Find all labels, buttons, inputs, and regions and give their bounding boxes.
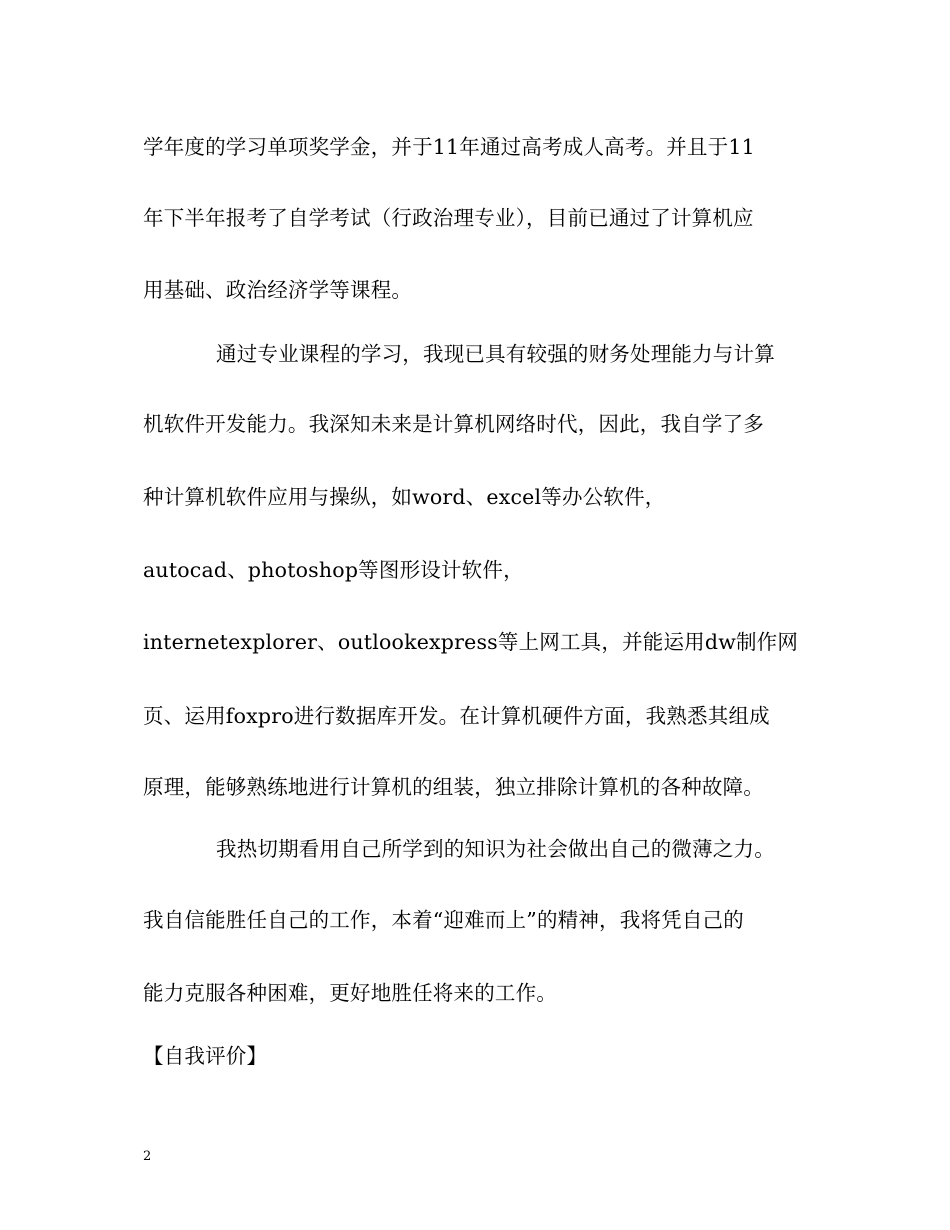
paragraph-start-line-4: 通过专业课程的学习，我现已具有较强的财务处理能力与计算 bbox=[216, 342, 775, 366]
text-line-2: 年下半年报考了自学考试（行政治理专业），目前已通过了计算机应 bbox=[143, 206, 754, 230]
paragraph-start-line-11: 我热切期看用自己所学到的知识为社会做出自己的微薄之力。 bbox=[216, 837, 775, 861]
text-line-13: 能力克服各种困难，更好地胜任将来的工作。 bbox=[143, 981, 557, 1005]
section-heading: 【自我评价】 bbox=[143, 1044, 268, 1068]
text-line-5: 机软件开发能力。我深知未来是计算机网络时代，因此，我自学了多 bbox=[143, 412, 764, 436]
page-number: 2 bbox=[143, 1149, 152, 1164]
text-line-3: 用基础、政治经济学等课程。 bbox=[143, 278, 413, 302]
text-line-10: 原理，能够熟练地进行计算机的组装，独立排除计算机的各种故障。 bbox=[143, 775, 764, 799]
text-line-1: 学年度的学习单项奖学金，并于11年通过高考成人高考。并且于11 bbox=[143, 135, 755, 159]
text-line-9: 页、运用foxpro进行数据库开发。在计算机硬件方面，我熟悉其组成 bbox=[143, 704, 770, 728]
text-line-8: internetexplorer、outlookexpress等上网工具，并能运用dw制作网 bbox=[143, 630, 799, 654]
text-line-6: 种计算机软件应用与操纵，如word、excel等办公软件， bbox=[143, 485, 666, 509]
text-line-7: autocad、photoshop等图形设计软件， bbox=[143, 558, 524, 582]
text-line-12: 我自信能胜任自己的工作，本着“迎难而上”的精神，我将凭自己的 bbox=[143, 908, 744, 932]
